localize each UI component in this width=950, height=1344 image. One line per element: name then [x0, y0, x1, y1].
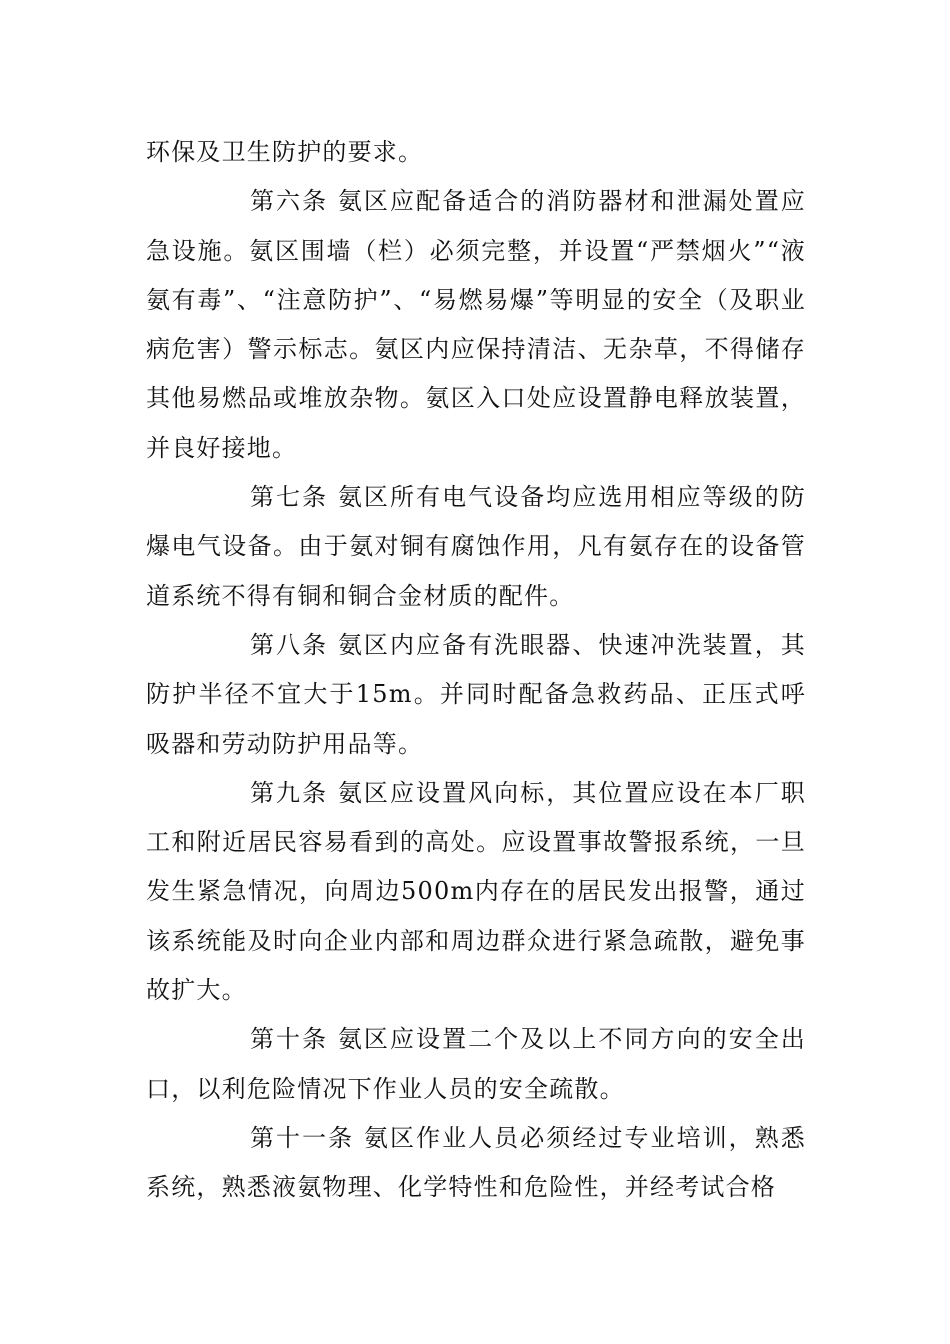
- article-11-paragraph: 第十一条 氨区作业人员必须经过专业培训，熟悉系统，熟悉液氨物理、化学特性和危险性，并经考试合格: [146, 1123, 806, 1202]
- document-body: [146, 128, 806, 1213]
- article-7-paragraph: 第七条 氨区所有电气设备均应选用相应等级的防爆电气设备。由于氨对铜有腐蚀作用，凡有氨存在的设备管道系统不得有铜和铜合金材质的配件。: [146, 483, 806, 610]
- article-6-paragraph: 第六条 氨区应配备适合的消防器材和泄漏处置应急设施。氨区围墙（栏）必须完整，并设置“严禁烟火”“液氨有毒”、“注意防护”、“易燃易爆”等明显的安全（及职业病危害）警示标志。氨区内应保持清洁、无杂草，不得储存其他易燃品或堆放杂物。氨区入口处应设置静电释放装置，并良好接地。: [146, 187, 806, 462]
- article-10-paragraph: 第十条 氨区应设置二个及以上不同方向的安全出口，以利危险情况下作业人员的安全疏散。: [146, 1025, 806, 1103]
- article-9-paragraph: 第九条 氨区应设置风向标，其位置应设在本厂职工和附近居民容易看到的高处。应设置事故警报系统，一旦发生紧急情况，向周边500m内存在的居民发出报警，通过该系统能及时向企业内部和周边群众进行紧急疏散，避免事故扩大。: [146, 778, 806, 1005]
- article-8-paragraph: 第八条 氨区内应备有洗眼器、快速冲洗装置，其防护半径不宜大于15m。并同时配备急救药品、正压式呼吸器和劳动防护用品等。: [146, 630, 806, 758]
- paragraph-continuation: 环保及卫生防护的要求。: [146, 138, 424, 166]
